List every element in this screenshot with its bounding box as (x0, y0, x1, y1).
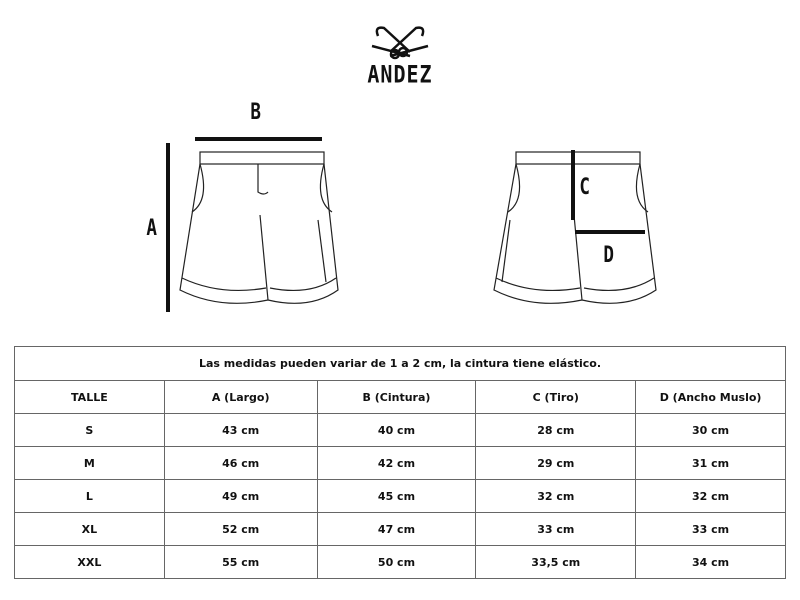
table-title: Las medidas pueden variar de 1 a 2 cm, la cintura tiene elástico. (15, 347, 786, 381)
table-cell: 42 cm (317, 447, 476, 480)
table-cell: 30 cm (636, 414, 786, 447)
brand-logo: ANDEZ (367, 59, 433, 89)
table-cell: 32 cm (636, 480, 786, 513)
dimension-c-label: C (579, 175, 590, 200)
table-cell: 40 cm (317, 414, 476, 447)
table-row (15, 447, 786, 480)
table-row (15, 480, 786, 513)
table-cell: 47 cm (317, 513, 476, 546)
table-row (15, 546, 786, 579)
table-header-row (15, 381, 786, 414)
table-cell: 49 cm (164, 480, 317, 513)
table-cell: 33,5 cm (476, 546, 636, 579)
table-cell: 43 cm (164, 414, 317, 447)
table-cell: M (15, 447, 165, 480)
shorts-front-diagram (140, 100, 360, 320)
table-cell: 31 cm (636, 447, 786, 480)
table-cell: 50 cm (317, 546, 476, 579)
size-table (14, 346, 786, 579)
dimension-a-label: A (146, 216, 157, 241)
shorts-back-diagram (470, 100, 690, 320)
table-cell: 29 cm (476, 447, 636, 480)
table-cell: L (15, 480, 165, 513)
dimension-d-label: D (603, 243, 614, 268)
table-cell: XXL (15, 546, 165, 579)
table-cell: 52 cm (164, 513, 317, 546)
header-a: A (Largo) (164, 381, 317, 414)
table-cell: 46 cm (164, 447, 317, 480)
header-c: C (Tiro) (476, 381, 636, 414)
table-cell: 28 cm (476, 414, 636, 447)
table-cell: 33 cm (476, 513, 636, 546)
table-cell: 34 cm (636, 546, 786, 579)
table-cell: XL (15, 513, 165, 546)
safety-pins-logo-icon (370, 22, 430, 62)
table-row (15, 513, 786, 546)
table-cell: 45 cm (317, 480, 476, 513)
header-talle: TALLE (15, 381, 165, 414)
dimension-b-label: B (250, 100, 261, 125)
table-cell: 33 cm (636, 513, 786, 546)
table-cell: 32 cm (476, 480, 636, 513)
header-d: D (Ancho Muslo) (636, 381, 786, 414)
table-row (15, 414, 786, 447)
header-b: B (Cintura) (317, 381, 476, 414)
table-cell: S (15, 414, 165, 447)
table-cell: 55 cm (164, 546, 317, 579)
